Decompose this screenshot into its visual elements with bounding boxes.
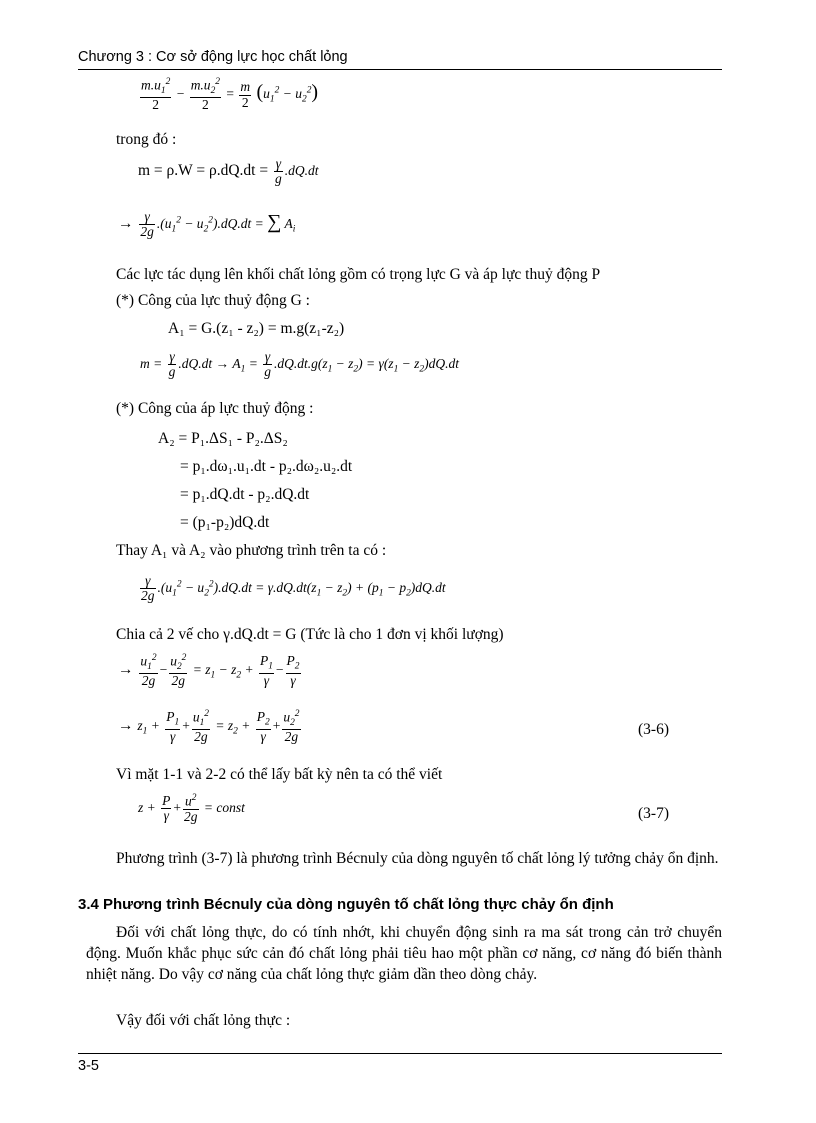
- kinetic-energy-equation: $\frac{m.u_1^2}{2}$ − $\frac{m.u_2^2}{2}$ = $\frac{m}{2}$ $(u_1^2 - u_2^2)$: [141, 77, 319, 113]
- A2-line-2: = p₁.dω₁.u₁.dt - p₂.dω₂.u₂.dt: [180, 458, 353, 475]
- A2-line-1: A₂ = P₁.ΔS₁ - P₂.ΔS₂: [158, 430, 288, 447]
- page-number: 3-5: [78, 1058, 99, 1074]
- bernoulli-two-sections-equation: → $z_1$ + $\frac{P_1}{\gamma}$ + $\frac{u_1^2}{2g}$ = $z_2$ + $\frac{P_2}{\gamma}$ + $\frac{u_2^2}{2g}$: [118, 709, 300, 745]
- head-difference-equation: → $\frac{u_1^2}{2g}$ − $\frac{u_2^2}{2g}$ = $z_1 - z_2$ + $\frac{P_1}{\gamma}$ − $\frac{P_2}{\gamma}$: [118, 653, 300, 689]
- A2-line-4: = (p₁-p₂)dQ.dt: [180, 514, 270, 531]
- A1-expanded-equation: m = $\frac{\gamma}{g}$ $.dQ.dt \to A_1$ = $\frac{\gamma}{g}$ $.dQ.dt.g(z_1 - z_2) = \gamma(z_1 - z_2)dQ.dt$: [140, 349, 460, 380]
- A1-equation: A₁ = G.(z₁ - z₂) = m.g(z₁-z₂): [168, 320, 345, 337]
- substituted-equation: $\frac{\gamma}{2g}$ $.(u_1^2 - u_2^2).dQ.dt = \gamma.dQ.dt(z_1 - z_2) + (p_1 - p_2)dQ.dt$: [141, 573, 446, 604]
- work-gravity-text: (*) Công của lực thuỷ động G :: [116, 292, 310, 309]
- trong-do-text: trong đó :: [116, 131, 177, 148]
- bernoulli-ideal-paragraph: Phương trình (3-7) là phương trình Bécnuly của dòng nguyên tố chất lỏng lý tưởng chảy ổn định.: [116, 850, 719, 867]
- real-fluid-last-line: Vậy đối với chất lỏng thực :: [116, 1012, 291, 1029]
- A2-line-3: = p₁.dQ.dt - p₂.dQ.dt: [180, 486, 310, 503]
- mass-equation: m = ρ.W = ρ.dQ.dt = $\frac{\gamma}{g}$ .dQ.dt: [138, 156, 319, 187]
- footer-rule: [78, 1053, 722, 1054]
- work-pressure-text: (*) Công của áp lực thuỷ động :: [116, 400, 314, 417]
- chapter-header: Chương 3 : Cơ sở động lực học chất lỏng: [78, 49, 348, 65]
- substitute-text: Thay A₁ và A₂ vào phương trình trên ta có :: [116, 542, 387, 559]
- bernoulli-const-equation: z + $\frac{P}{\gamma}$ + $\frac{u^2}{2g}$ = const: [138, 793, 245, 824]
- arbitrary-sections-text: Vì mặt 1-1 và 2-2 có thể lấy bất kỳ nên ta có thể viết: [116, 766, 443, 783]
- energy-work-equation: → $\frac{\gamma}{2g}$ $.(u_1^2 - u_2^2).dQ.dt$ = ∑ $A_i$: [118, 209, 296, 240]
- mass-equation-lhs: m = ρ.W = ρ.dQ.dt =: [138, 162, 269, 180]
- equation-number-3-6: (3-6): [638, 721, 669, 738]
- equation-number-3-7: (3-7): [638, 805, 669, 822]
- divide-text: Chia cả 2 vế cho γ.dQ.dt = G (Tức là cho 1 đơn vị khối lượng): [116, 626, 504, 643]
- header-rule: [78, 69, 722, 70]
- section-heading-3-4: 3.4 Phương trình Bécnuly của dòng nguyên tố chất lỏng thực chảy ổn định: [78, 896, 614, 913]
- forces-intro-text: Các lực tác dụng lên khối chất lỏng gồm có trọng lực G và áp lực thuỷ động P: [116, 266, 601, 283]
- real-fluid-paragraph: Đối với chất lỏng thực, do có tính nhớt, khi chuyển động sinh ra ma sát trong cản trở chuyển động. Muốn khắc phục sức cản đó chất lỏng phải tiêu hao một phần cơ năng, cơ năng đó biến thành nhiệt năng. Do vậy cơ năng của chất lỏng thực giảm dần theo dòng chảy.: [86, 924, 722, 983]
